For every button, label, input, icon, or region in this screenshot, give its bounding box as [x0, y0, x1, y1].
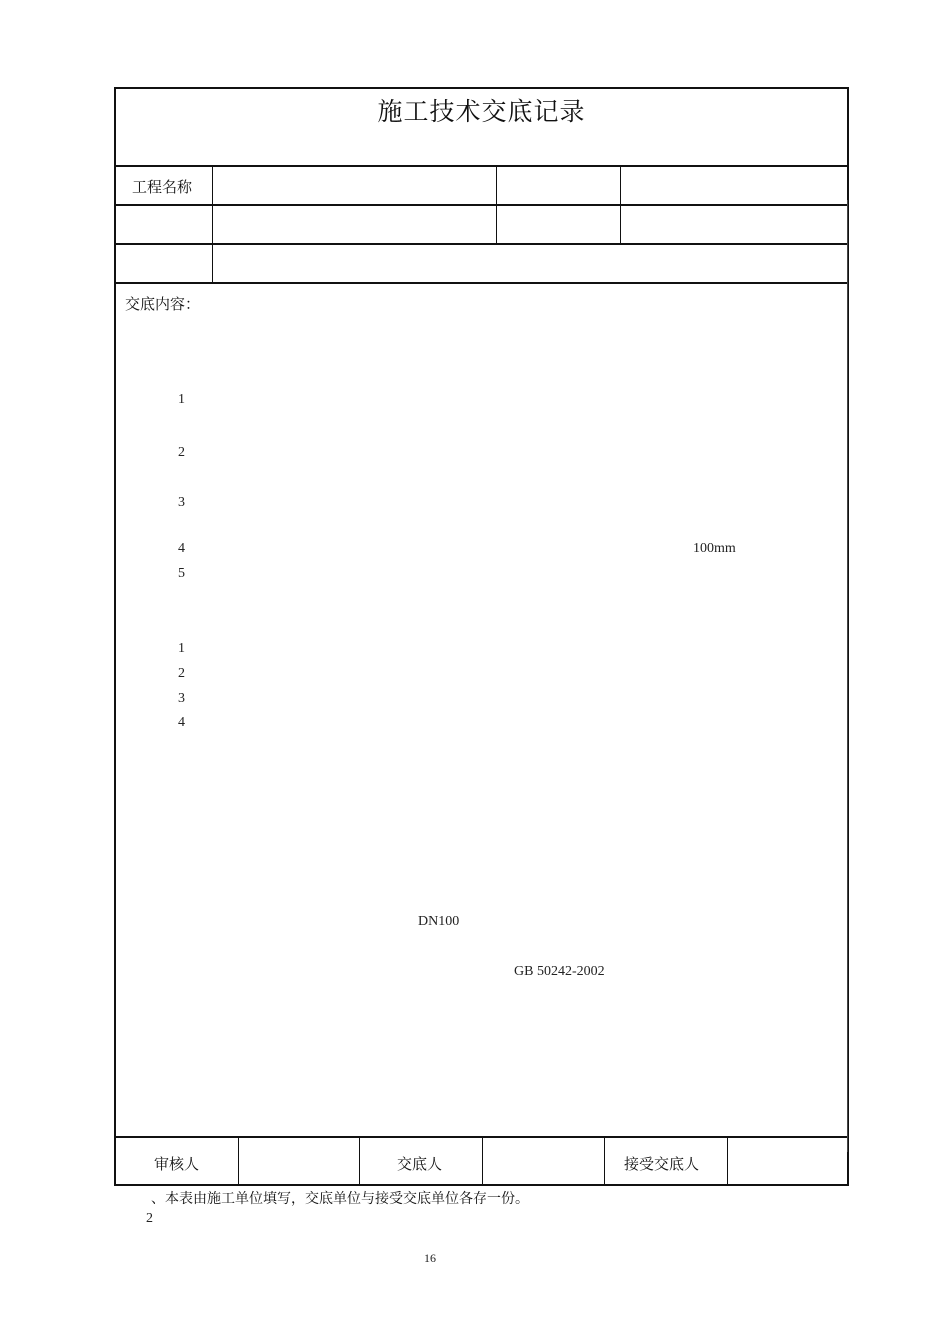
project-name-label: 工程名称 — [132, 178, 193, 196]
content-number: 3 — [178, 691, 185, 706]
form-title: 施工技术交底记录 — [377, 97, 586, 126]
divider — [847, 200, 848, 1152]
content-line — [178, 666, 185, 682]
content-line — [178, 566, 185, 582]
content-measure: 100mm — [693, 541, 736, 556]
divider — [212, 165, 213, 282]
content-number: 3 — [178, 495, 199, 510]
divider — [727, 1136, 728, 1186]
content-number: 2 — [178, 445, 199, 460]
content-number: 4 — [178, 715, 185, 730]
divider — [496, 165, 497, 243]
divider — [116, 243, 847, 245]
divider — [482, 1136, 483, 1186]
content-line — [178, 641, 185, 657]
page-total: 6 — [430, 1251, 436, 1265]
divider — [604, 1136, 605, 1186]
content-line — [178, 715, 185, 731]
content-line — [178, 541, 185, 557]
content-spec: DN100 — [418, 914, 460, 929]
content-standard: GB 50242-2002 — [514, 964, 605, 979]
content-number: 5 — [178, 566, 185, 581]
content-line — [178, 491, 199, 511]
divider — [116, 204, 847, 206]
content-line — [693, 541, 736, 557]
reviewer-label: 审核人 — [154, 1155, 200, 1173]
content-line — [514, 964, 605, 980]
content-number: 1 — [178, 392, 185, 407]
page-indicator — [424, 1251, 436, 1266]
note-2 — [146, 1211, 153, 1227]
disclosure-record-form — [114, 87, 849, 1186]
content-number: 2 — [178, 666, 185, 681]
content-line — [178, 441, 199, 461]
divider — [359, 1136, 360, 1186]
note-1: 、本表由施工单位填写，交底单位与接受交底单位各存一份。 — [151, 1191, 529, 1207]
content-label: 交底内容： — [125, 295, 201, 313]
discloser-label: 交底人 — [397, 1155, 443, 1173]
content-line — [178, 367, 206, 384]
content-number: 1 — [178, 641, 185, 656]
page-number: 1 — [424, 1251, 430, 1265]
content-line — [178, 691, 185, 707]
divider — [620, 165, 621, 243]
divider — [116, 282, 847, 284]
receiver-label: 接受交底人 — [624, 1155, 700, 1173]
note-2-number: 2 — [146, 1211, 153, 1226]
content-line — [418, 914, 459, 930]
divider — [116, 165, 847, 167]
content-number: 4 — [178, 541, 185, 556]
divider — [238, 1136, 239, 1186]
content-line — [178, 392, 185, 408]
